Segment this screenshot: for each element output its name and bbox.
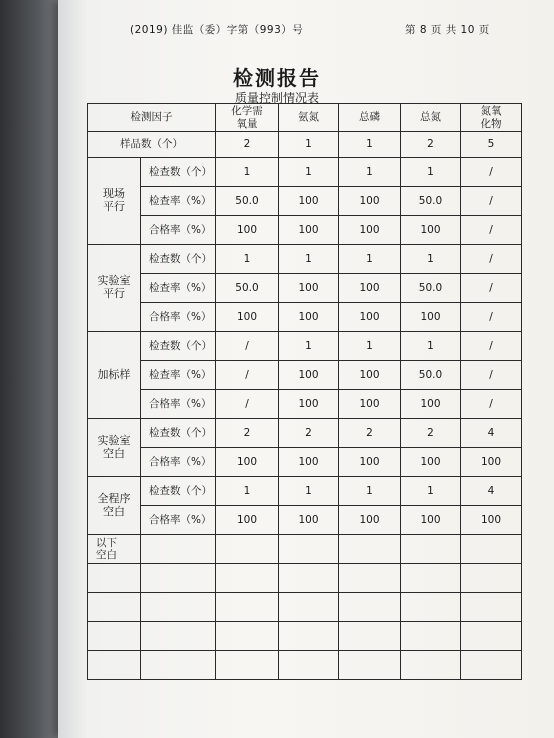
empty-cell [401, 651, 461, 680]
row-item-label: 检查率（%） [141, 361, 216, 390]
table-cell: 100 [339, 361, 401, 390]
table-cell: / [461, 361, 522, 390]
row-item-label: 检查率（%） [141, 274, 216, 303]
table-cell: 100 [401, 390, 461, 419]
empty-cell [339, 593, 401, 622]
table-row [88, 216, 522, 245]
table-cell: / [461, 245, 522, 274]
column-header: 氨氮 [279, 104, 339, 132]
document-number: (2019) 佳监（委）字第（993）号 [130, 24, 304, 36]
empty-cell [461, 651, 522, 680]
table-cell: 5 [461, 132, 522, 158]
table-cell: 1 [401, 245, 461, 274]
table-cell: 100 [279, 361, 339, 390]
empty-cell [141, 564, 216, 593]
table-row [88, 158, 522, 187]
group-label: 实验室 平行 [88, 245, 141, 332]
table-cell: 100 [339, 448, 401, 477]
header-corner: 检测因子 [88, 104, 216, 132]
empty-cell [216, 651, 279, 680]
table-cell: 50.0 [216, 274, 279, 303]
empty-cell [88, 651, 141, 680]
empty-row [88, 535, 522, 564]
column-header: 总氮 [401, 104, 461, 132]
table-cell: / [461, 303, 522, 332]
empty-cell [339, 622, 401, 651]
table-cell: / [461, 216, 522, 245]
table-cell: 1 [279, 245, 339, 274]
table-cell: / [461, 390, 522, 419]
table-cell: 100 [401, 448, 461, 477]
empty-row [88, 593, 522, 622]
table-cell: / [461, 274, 522, 303]
table-cell: 100 [279, 390, 339, 419]
empty-row [88, 651, 522, 680]
table-cell: 50.0 [401, 187, 461, 216]
empty-cell [88, 593, 141, 622]
page-indicator: 第 8 页 共 10 页 [405, 24, 490, 36]
empty-cell [339, 564, 401, 593]
empty-cell [401, 535, 461, 564]
table-cell: / [216, 390, 279, 419]
empty-cell [401, 593, 461, 622]
empty-cell [401, 622, 461, 651]
empty-cell [141, 535, 216, 564]
table-cell: 1 [339, 332, 401, 361]
row-item-label: 检查数（个） [141, 419, 216, 448]
empty-cell [279, 622, 339, 651]
table-row [88, 245, 522, 274]
table-cell: 100 [216, 506, 279, 535]
table-cell: 100 [279, 303, 339, 332]
empty-cell [279, 564, 339, 593]
empty-cell [461, 622, 522, 651]
table-cell: 100 [279, 187, 339, 216]
empty-cell [216, 564, 279, 593]
table-row [88, 187, 522, 216]
row-item-label: 合格率（%） [141, 216, 216, 245]
sample-count-label: 样品数（个） [88, 132, 216, 158]
table-row [88, 477, 522, 506]
group-label: 加标样 [88, 332, 141, 419]
row-item-label: 合格率（%） [141, 506, 216, 535]
table-cell: 100 [279, 448, 339, 477]
table-title: 质量控制情况表 [234, 91, 319, 105]
table-row [88, 390, 522, 419]
report-title: 检测报告 [233, 66, 321, 90]
table-cell: 2 [216, 419, 279, 448]
table-cell: 100 [339, 303, 401, 332]
empty-row [88, 564, 522, 593]
group-label: 现场 平行 [88, 158, 141, 245]
column-header: 总磷 [339, 104, 401, 132]
table-cell: 100 [339, 390, 401, 419]
table-cell: 100 [339, 506, 401, 535]
table-cell: 100 [401, 303, 461, 332]
table-cell: 4 [461, 477, 522, 506]
table-cell: 1 [279, 332, 339, 361]
group-label: 全程序 空白 [88, 477, 141, 535]
table-cell: 1 [216, 245, 279, 274]
table-cell: 100 [339, 216, 401, 245]
table-cell: 100 [339, 187, 401, 216]
empty-cell [216, 622, 279, 651]
table-row [88, 448, 522, 477]
empty-cell [88, 622, 141, 651]
table-cell: 1 [216, 158, 279, 187]
empty-cell [401, 564, 461, 593]
table-cell: 2 [279, 419, 339, 448]
empty-cell [216, 535, 279, 564]
empty-cell [141, 651, 216, 680]
table-row [88, 274, 522, 303]
empty-cell [279, 535, 339, 564]
row-item-label: 检查数（个） [141, 477, 216, 506]
table-cell: 100 [279, 274, 339, 303]
table-cell: 1 [279, 132, 339, 158]
table-cell: 1 [401, 158, 461, 187]
table-cell: 100 [216, 216, 279, 245]
table-row [88, 303, 522, 332]
row-item-label: 合格率（%） [141, 448, 216, 477]
empty-cell [461, 593, 522, 622]
table-cell: 50.0 [401, 361, 461, 390]
table-cell: / [461, 332, 522, 361]
row-item-label: 合格率（%） [141, 390, 216, 419]
table-cell: 100 [279, 216, 339, 245]
table-cell: 100 [216, 448, 279, 477]
group-label: 实验室 空白 [88, 419, 141, 477]
quality-control-table [87, 103, 522, 680]
table-cell: 100 [279, 506, 339, 535]
table-cell: 50.0 [401, 274, 461, 303]
table-cell: 2 [339, 419, 401, 448]
table-cell: 1 [339, 477, 401, 506]
table-cell: 100 [339, 274, 401, 303]
table-cell: 2 [401, 419, 461, 448]
empty-cell [141, 622, 216, 651]
table-cell: 1 [401, 477, 461, 506]
table-cell: / [461, 158, 522, 187]
table-cell: 100 [216, 303, 279, 332]
row-item-label: 检查数（个） [141, 245, 216, 274]
table-cell: 100 [401, 216, 461, 245]
empty-cell [88, 564, 141, 593]
sample-count-row [88, 132, 522, 158]
table-header-row [88, 104, 522, 132]
empty-cell [461, 535, 522, 564]
table-cell: 1 [279, 158, 339, 187]
column-header: 化学需 氧量 [216, 104, 279, 132]
table-cell: 100 [461, 506, 522, 535]
row-item-label: 检查数（个） [141, 158, 216, 187]
column-header: 氮氧 化物 [461, 104, 522, 132]
empty-cell [279, 651, 339, 680]
table-cell: 1 [401, 332, 461, 361]
empty-cell [461, 564, 522, 593]
row-item-label: 合格率（%） [141, 303, 216, 332]
table-cell: 50.0 [216, 187, 279, 216]
empty-cell [339, 535, 401, 564]
table-row [88, 506, 522, 535]
table-cell: 2 [216, 132, 279, 158]
empty-cell [279, 593, 339, 622]
empty-cell [141, 593, 216, 622]
table-cell: 4 [461, 419, 522, 448]
table-row [88, 361, 522, 390]
table-row [88, 419, 522, 448]
table-cell: 100 [461, 448, 522, 477]
table-cell: / [461, 187, 522, 216]
table-cell: 1 [339, 245, 401, 274]
empty-cell [216, 593, 279, 622]
blank-below-note: 以下 空白 [88, 535, 141, 564]
row-item-label: 检查数（个） [141, 332, 216, 361]
table-cell: 2 [401, 132, 461, 158]
table-cell: 1 [339, 132, 401, 158]
table-cell: / [216, 361, 279, 390]
table-cell: 1 [216, 477, 279, 506]
empty-cell [339, 651, 401, 680]
table-cell: 1 [279, 477, 339, 506]
table-row [88, 332, 522, 361]
table-cell: 100 [401, 506, 461, 535]
table-cell: 1 [339, 158, 401, 187]
row-item-label: 检查率（%） [141, 187, 216, 216]
table-cell: / [216, 332, 279, 361]
empty-row [88, 622, 522, 651]
